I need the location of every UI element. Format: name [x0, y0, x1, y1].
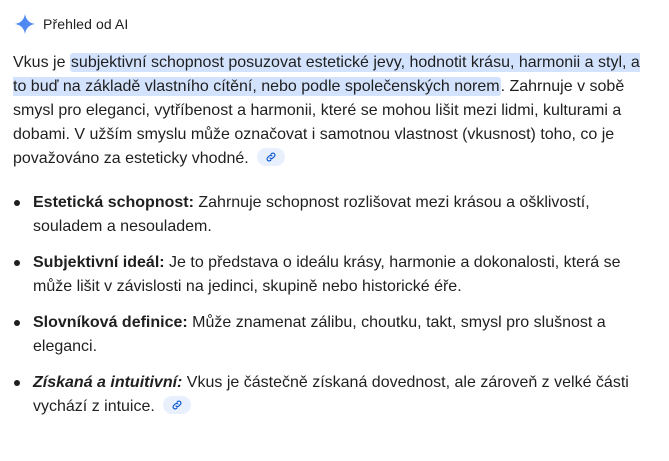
list-item-label: Získaná a intuitivní: — [33, 374, 183, 391]
list-item-text: Zahrnuje schopnost rozlišovat mezi krásou a ošklivostí, souladem a nesouladem. — [33, 194, 590, 235]
bullet-dot — [14, 380, 20, 386]
list-item-label: Subjektivní ideál: — [33, 254, 165, 271]
list-item — [13, 191, 653, 239]
list-item-text: Je to představa o ideálu krásy, harmonie a dokonalosti, která se může lišit v závislosti na jedinci, skupině nebo historické éře. — [33, 254, 621, 295]
intro-text-before: Vkus je — [13, 54, 70, 71]
list-item-text: Může znamenat zálibu, choutku, takt, smysl pro slušnost a eleganci. — [33, 314, 606, 355]
bullet-list — [13, 191, 653, 431]
bullet-dot — [14, 320, 20, 326]
list-item-text: Vkus je částečně získaná dovednost, ale zároveň z velké části vychází z intuice. — [33, 374, 629, 415]
highlighted-definition[interactable]: subjektivní schopnost posuzovat estetické jevy, hodnotit krásu, harmonii a styl, a to buď na základě vlastního cítění, nebo podle společenských norem — [13, 54, 640, 95]
link-icon — [265, 151, 277, 163]
list-item — [13, 311, 653, 359]
source-link-button[interactable] — [257, 148, 285, 166]
gemini-sparkle-icon — [14, 13, 36, 35]
list-item-label: Estetická schopnost: — [33, 194, 194, 211]
bullet-dot — [14, 260, 20, 266]
source-link-button[interactable] — [163, 396, 191, 414]
list-item — [13, 371, 653, 419]
intro-paragraph — [13, 51, 653, 171]
intro-text-after: . Zahrnuje v sobě smysl pro eleganci, vytříbenost a harmonii, které se mohou lišit mezi lidmi, kulturami a dobami. V užším smyslu může označovat i samotnou vlastnost (vkusnost) toho, co je považováno za esteticky vhodné. — [13, 78, 625, 167]
bullet-dot — [14, 200, 20, 206]
header-title: Přehled od AI — [43, 16, 129, 32]
ai-overview-header — [14, 12, 128, 36]
link-icon — [171, 399, 183, 411]
list-item-label: Slovníková definice: — [33, 314, 188, 331]
list-item — [13, 251, 653, 299]
